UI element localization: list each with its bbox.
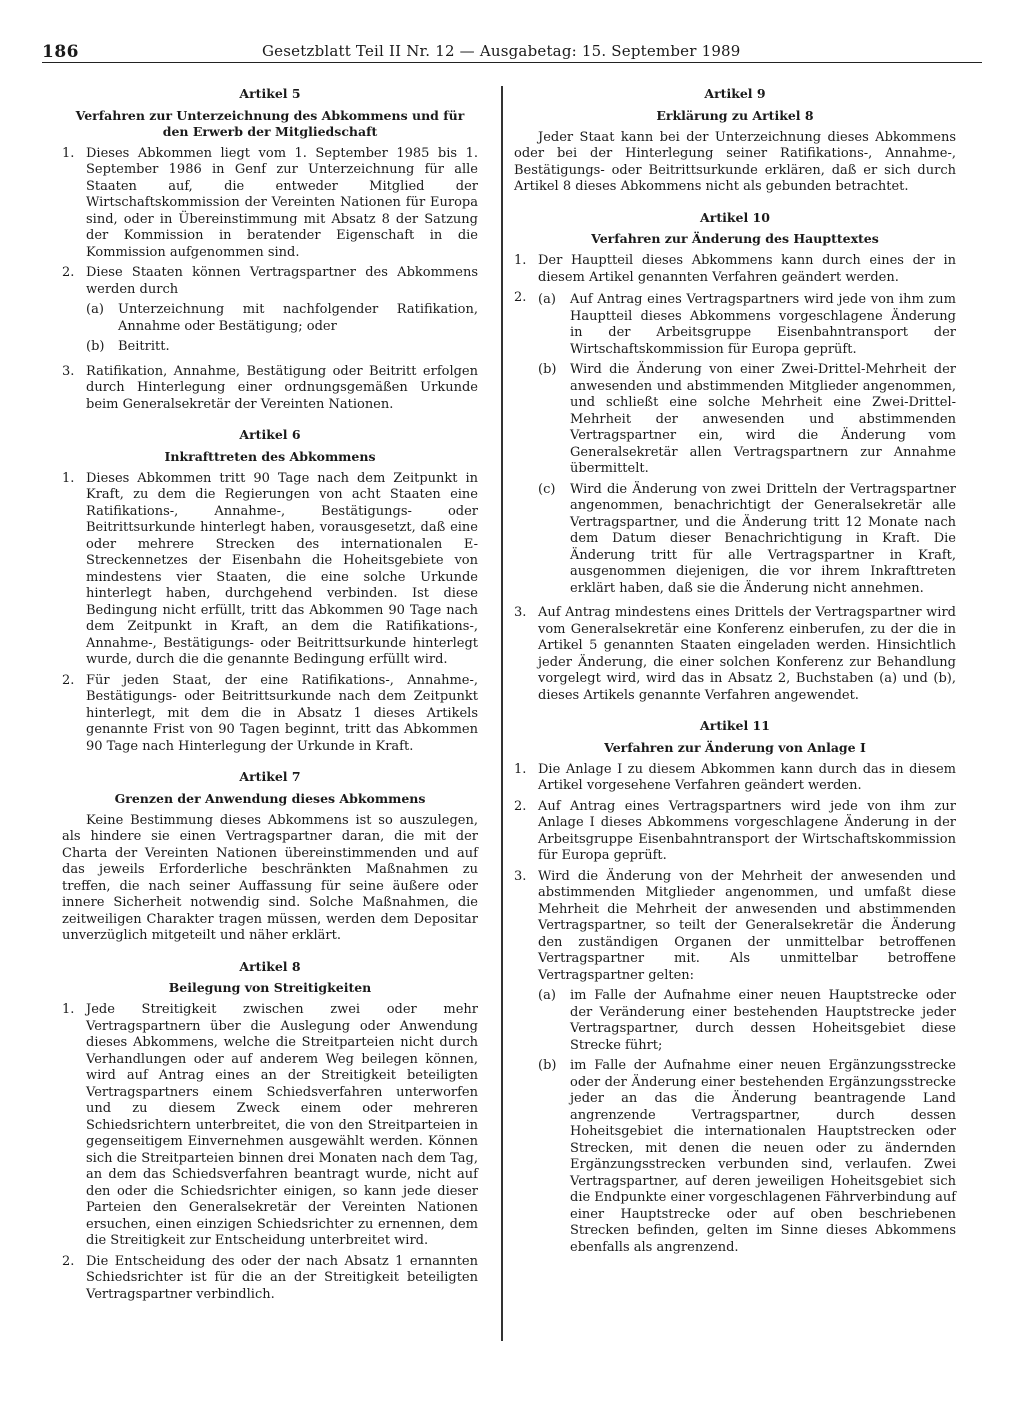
sub-item-label: (b) (538, 1058, 557, 1073)
article-title: Grenzen der Anwendung dieses Abkommens (114, 790, 426, 806)
sub-item (86, 302, 478, 335)
paragraph-number: 2. (514, 290, 527, 305)
sub-item-label: (c) (538, 481, 556, 497)
paragraph-body (538, 290, 956, 601)
article-6 (62, 427, 478, 755)
article-text: Jeder Staat kann bei der Unterzeichnung dieses Abkommens oder bei der Hinterlegung seiner Ratifikations-, Annahme-, Bestätigungs- oder Beitrittsurkunde erklären, daß er sich durch Artikel 8 dieses Abkommens nicht als gebunden betrachtet. (514, 129, 956, 194)
paragraph (514, 253, 956, 286)
sub-item-label: (b) (86, 339, 105, 354)
article-title: Inkrafttreten des Abkommens (164, 448, 376, 464)
paragraph (62, 673, 478, 756)
paragraph-number: 3. (514, 868, 527, 884)
paragraph (62, 265, 478, 360)
paragraph-text: Für jeden Staat, der eine Ratifikations-, Annahme-, Bestätigungs- oder Beitrittsurkunde nach dem Zeitpunkt hinterlegt, mit dem die in Absatz 1 dieses Artikels genannte Frist von 90 Tagen beginnt, tritt das Abkommen 90 Tage nach Hinterlegung der Urkunde in Kraft. (86, 672, 478, 754)
paragraph (514, 869, 956, 1261)
article-heading: Artikel 7 (239, 769, 301, 784)
article-8 (62, 959, 478, 1304)
paragraph-text: Dieses Abkommen liegt vom 1. September 1985 bis 1. September 1986 in Genf zur Unterzeichnung für alle Staaten auf, die entweder Mitglied der Wirtschaftskommission der Vereinten Nationen für Europa sind, oder in Übereinstimmung mit Absatz 8 der Satzung der Kommission in beratender Eigenschaft in die Kommission aufgenommen sind. (86, 145, 478, 260)
paragraph-text: Der Hauptteil dieses Abkommens kann durch eines der in diesem Artikel genannten Verfahren geändert werden. (538, 253, 956, 285)
article-title: Verfahren zur Änderung des Haupttextes (591, 231, 879, 246)
paragraph-number: 3. (62, 363, 75, 379)
left-column (62, 86, 478, 1317)
sub-item-label: (a) (86, 302, 104, 317)
paragraph-number: 2. (62, 672, 75, 688)
paragraph-text: Wird die Änderung von der Mehrheit der anwesenden und abstimmenden Mitglieder angenommen, und umfaßt diese Mehrheit die Mehrheit der anwesenden und abstimmenden Vertragspartner, so teilt der Generalsekretär die Änderung den zuständigen Organen der unmittelbar betroffenen Vertragspartner mit. Als unmittelbar betroffene Vertragspartner gelten: (538, 868, 956, 983)
paragraph-text: Die Anlage I zu diesem Abkommen kann durch das in diesem Artikel vorgesehene Verfahren geändert werden. (538, 761, 956, 793)
article-title: Verfahren zur Änderung von Anlage I (604, 739, 866, 755)
article-heading: Artikel 8 (239, 958, 301, 974)
right-column (514, 86, 956, 1274)
article-text: Keine Bestimmung dieses Abkommens ist so auszulegen, als hindere sie einen Vertragspartner daran, die mit der Charta der Vereinten Nationen übereinstimmenden und auf das jeweils Erforderliche beschränkten Maßnahmen zu treffen, die nach seiner Auffassung für seine äußere oder innere Sicherheit notwendig sind. Solche Maßnahmen, die zeitweiligen Charakter tragen müssen, werden dem Depositar unverzüglich mitgeteilt und näher erklärt. (62, 812, 478, 943)
paragraph-number: 2. (62, 1253, 75, 1269)
paragraph-number: 1. (514, 253, 527, 268)
paragraph-number: 2. (514, 798, 527, 814)
paragraph (62, 1002, 478, 1250)
article-title: Beilegung von Streitigkeiten (168, 980, 372, 995)
paragraph (514, 799, 956, 865)
paragraph-text: Auf Antrag eines Vertragspartners wird jede von ihm zur Anlage I dieses Abkommens vorgeschlagene Änderung in der Arbeitsgruppe Eisenbahntransport der Wirtschaftskommission für Europa geprüft. (538, 798, 956, 863)
column-divider (501, 86, 503, 1341)
sub-item-text: Wird die Änderung von einer Zwei-Drittel-Mehrheit der anwesenden und abstimmenden Mitglieder angenommen, und schließt eine solche Mehrheit eine Zwei-Drittel-Mehrheit der anwesenden und abstimmenden Vertragspartner ein, wird die Änderung vom Generalsekretär allen Vertragspartnern zur Annahme übermittelt. (570, 362, 956, 476)
paragraph-text: Ratifikation, Annahme, Bestätigung oder Beitritt erfolgen durch Hinterlegung einer ordnungsgemäßen Urkunde beim Generalsekretär der Vereinten Nationen. (86, 363, 478, 412)
paragraph (514, 290, 956, 601)
article-5 (62, 86, 478, 413)
paragraph-number: 1. (62, 145, 75, 161)
article-10 (514, 210, 956, 705)
sub-item-text: Auf Antrag eines Vertragspartners wird jede von ihm zum Hauptteil dieses Abkommens vorgeschlagene Änderung in der Arbeitsgruppe Eisenbahntransport der Wirtschaftskommission für Europa geprüft. (570, 292, 956, 357)
running-title: Gesetzblatt Teil II Nr. 12 — Ausgabetag: 15. September 1989 (262, 42, 741, 60)
sub-item (86, 339, 478, 356)
paragraph (62, 1254, 478, 1304)
paragraph-body (538, 869, 956, 1261)
article-title: Verfahren zur Unterzeichnung des Abkommens und für den Erwerb der Mitgliedschaft (75, 107, 465, 139)
paragraph-text: Die Entscheidung des oder der nach Absatz 1 ernannten Schiedsrichter ist für die an der Streitigkeit beteiligten Vertragspartner verbindlich. (86, 1253, 478, 1302)
paragraph (62, 146, 478, 262)
header-rule (42, 62, 982, 63)
sub-item (538, 1058, 956, 1256)
sub-item-text: Beitritt. (118, 339, 170, 354)
article-9 (514, 86, 956, 196)
article-heading: Artikel 9 (704, 86, 766, 101)
paragraph-number: 1. (62, 470, 75, 486)
paragraph-number: 1. (514, 761, 527, 777)
paragraph-text: Diese Staaten können Vertragspartner des Abkommens werden durch (86, 265, 478, 297)
paragraph-number: 2. (62, 265, 75, 280)
paragraph (62, 471, 478, 669)
paragraph-number: 1. (62, 1002, 75, 1017)
paragraph-text: Jede Streitigkeit zwischen zwei oder mehr Vertragspartnern über die Auslegung oder Anwendung dieses Abkommens, welche die Streitparteien nicht durch Verhandlungen oder auf anderem Weg beilegen können, wird auf Antrag eines an der Streitigkeit beteiligten Vertragspartners einem Schiedsverfahren unterworfen und zu diesem Zweck einem oder mehreren Schiedsrichtern unterbreitet, die von den Streitparteien in gegenseitigem Einvernehmen ausgewählt werden. Können sich die Streitparteien binnen drei Monaten nach dem Tag, an dem das Schiedsverfahren beantragt wurde, nicht auf den oder die Schiedsrichter einigen, so kann jede dieser Parteien den Generalsekretär der Vereinten Nationen ersuchen, einen einzigen Schiedsrichter zu ernennen, dem die Streitigkeit zur Entscheidung unterbreitet wird. (86, 1002, 478, 1248)
paragraph (62, 364, 478, 414)
page-header (42, 18, 982, 62)
sub-item-text: Wird die Änderung von zwei Dritteln der Vertragspartner angenommen, benachrichtigt der Generalsekretär alle Vertragspartner, und die Änderung tritt 12 Monate nach dem Datum dieser Benachrichtigung in Kraft. Die Änderung tritt für alle Vertragspartner in Kraft, ausgenommen diejenigen, die vor ihrem Inkrafttreten erklärt haben, daß sie die Änderung nicht annehmen. (570, 481, 956, 596)
sub-item-text: im Falle der Aufnahme einer neuen Ergänzungsstrecke oder der Änderung einer bestehenden Ergänzungsstrecke jeder an das die Änderung beantragende Land angrenzende Vertragspartner, durch dessen Hoheitsgebiet die internationalen Hauptstrecken oder Strecken, mit denen die neuen oder zu ändernden Ergänzungsstrecken verbunden sind, verlaufen. Zwei Vertragspartner, auf deren jeweiligen Hoheitsgebiet sich die Endpunkte einer vorgeschlagenen Fährverbindung auf einer Hauptstrecke oder auf oben beschriebenen Strecken befinden, gelten im Sinne dieses Abkommens ebenfalls als angrenzend. (570, 1058, 957, 1255)
sub-item (538, 988, 956, 1054)
sub-item-label: (b) (538, 362, 557, 377)
article-7 (62, 769, 478, 945)
paragraph-number: 3. (514, 605, 527, 620)
article-heading: Artikel 11 (700, 718, 770, 733)
article-heading: Artikel 5 (239, 86, 301, 101)
sub-item-label: (a) (538, 292, 556, 307)
article-heading: Artikel 6 (239, 427, 301, 442)
sub-item-label: (a) (538, 988, 556, 1003)
paragraph (514, 762, 956, 795)
paragraph-text: Auf Antrag mindestens eines Drittels der Vertragspartner wird vom Generalsekretär eine Konferenz einberufen, zu der die in Artikel 5 genannten Staaten eingeladen werden. Hinsichtlich jeder Änderung, die einer solchen Konferenz zur Behandlung vorgelegt wird, wird das in Absatz 2, Buchstaben (a) und (b), dieses Artikels genannte Verfahren angewendet. (538, 605, 956, 703)
sub-item-text: Unterzeichnung mit nachfolgender Ratifikation, Annahme oder Bestätigung; oder (118, 302, 478, 334)
sub-item-text: im Falle der Aufnahme einer neuen Hauptstrecke oder der Veränderung einer bestehenden Hauptstrecke jeder Vertragspartner, durch dessen Hoheitsgebiet diese Strecke führt; (570, 988, 956, 1053)
page-number: 186 (42, 42, 79, 62)
paragraph-body (86, 265, 478, 360)
article-11 (514, 718, 956, 1260)
article-heading: Artikel 10 (700, 209, 770, 225)
sub-item (538, 482, 956, 598)
sub-item (538, 362, 956, 478)
paragraph (514, 605, 956, 704)
sub-item (538, 292, 956, 358)
article-title: Erklärung zu Artikel 8 (656, 107, 814, 123)
paragraph-text: Dieses Abkommen tritt 90 Tage nach dem Zeitpunkt in Kraft, zu dem die Regierungen von acht Staaten eine Ratifikations-, Annahme-, Bestätigungs- oder Beitrittsurkunde hinterlegt haben, vorausgesetzt, daß eine oder mehrere Strecken des internationalen E-Streckennetzes der Eisenbahn die Hoheitsgebiete von mindestens vier Staaten, die eine solche Urkunde hinterlegt haben, durchgehend verbinden. Ist diese Bedingung nicht erfüllt, tritt das Abkommen 90 Tage nach dem Zeitpunkt in Kraft, an dem die Ratifikations-, Annahme-, Bestätigungs- oder Beitrittsurkunde hinterlegt wurde, durch die die genannte Bedingung erfüllt wird. (86, 470, 478, 667)
